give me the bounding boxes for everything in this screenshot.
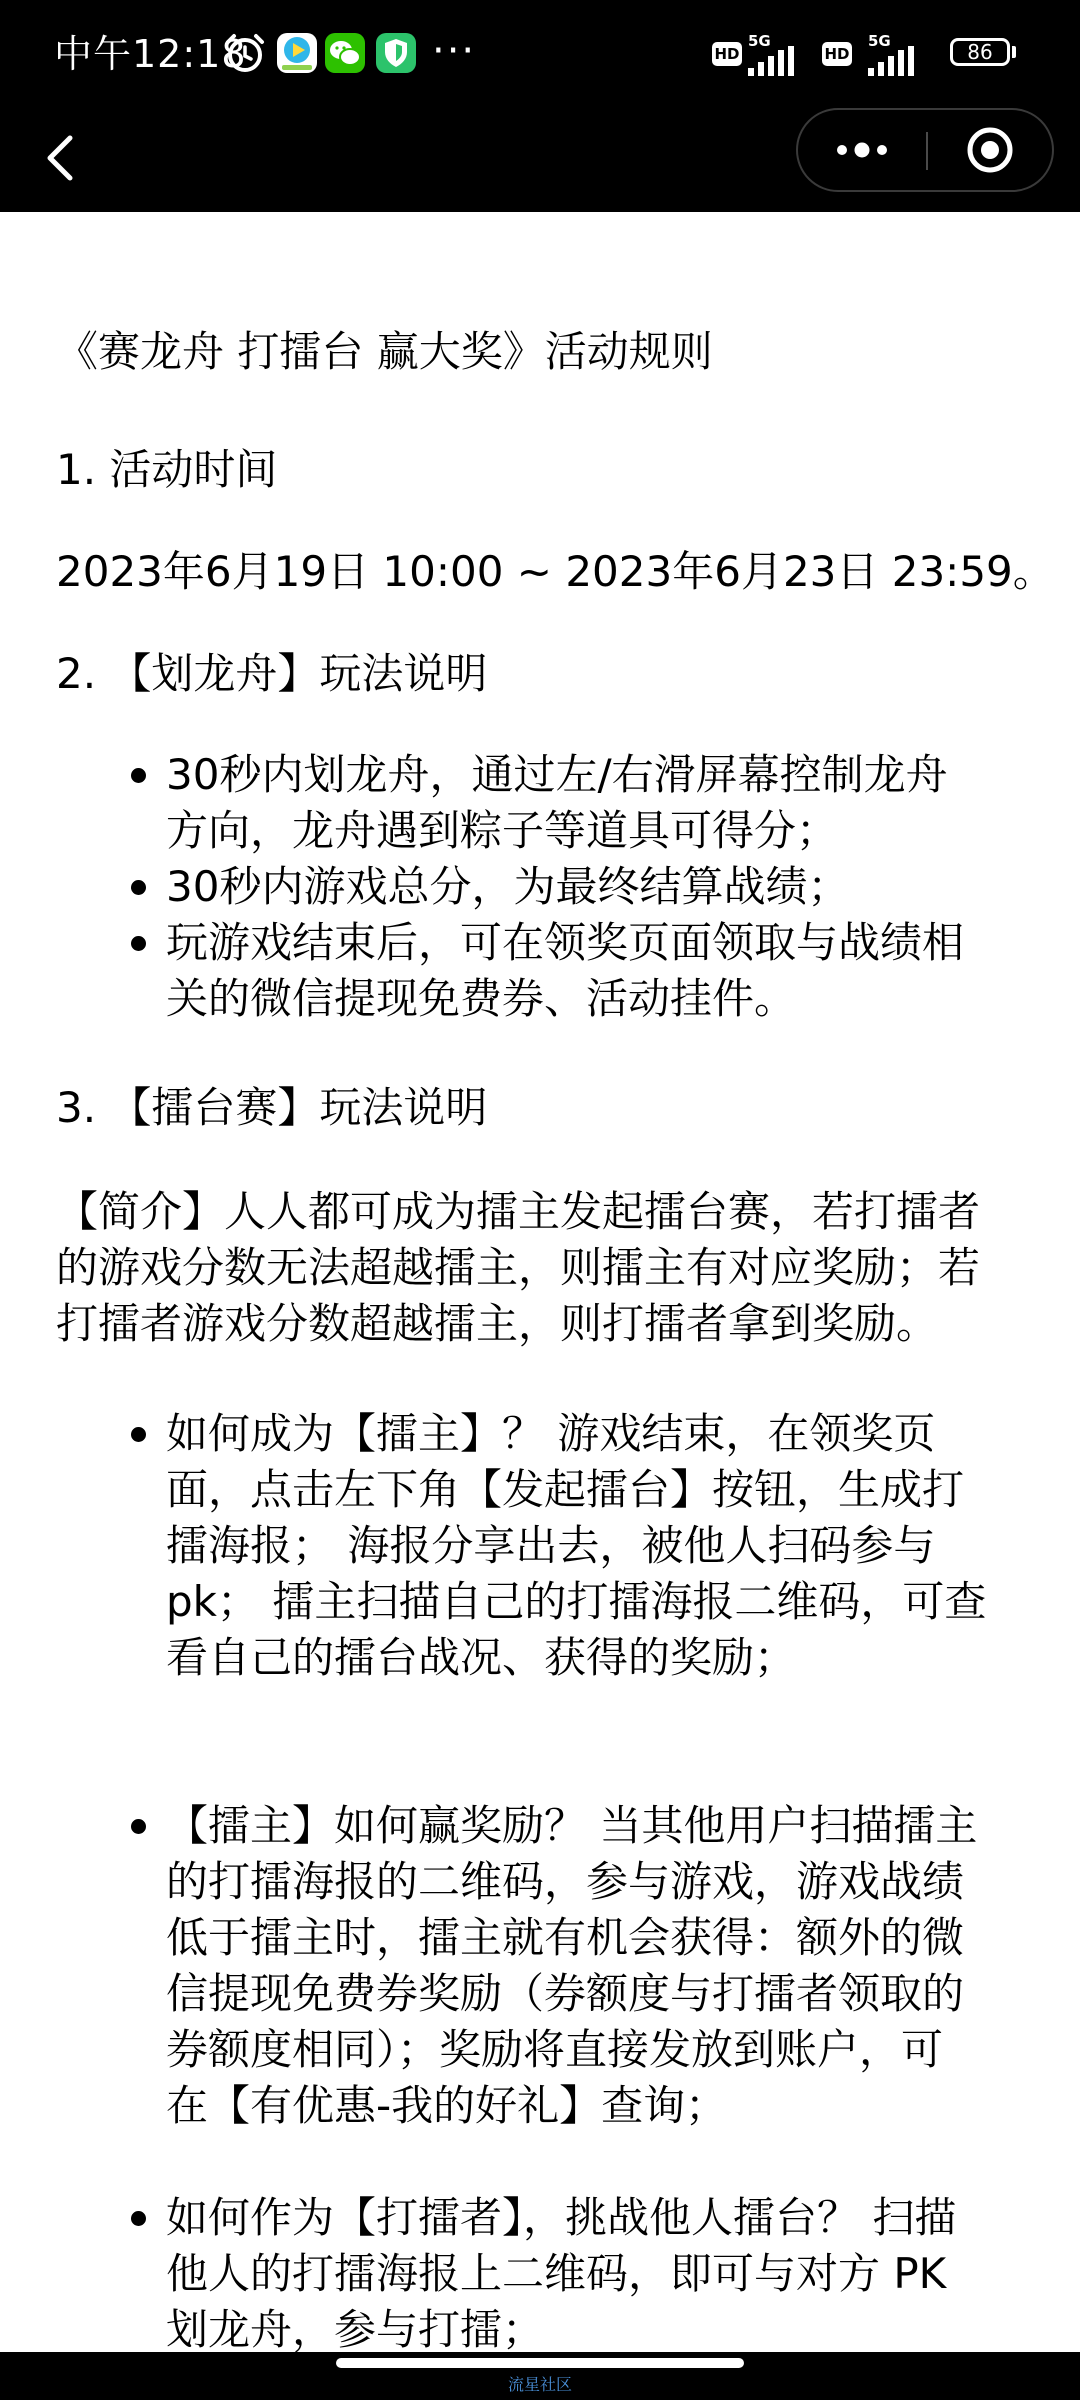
close-target-icon[interactable] [928,110,1052,190]
network-signal-1 [712,34,812,74]
activity-time: 2023年6月19日 10:00 ~ 2023年6月23日 23:59。 [56,547,1055,596]
list-item-text: 看自己的擂台战况、获得的奖励； [166,1633,797,1682]
status-time: 中午12:18 [54,32,247,76]
arena-rules-list-2 [56,1798,1026,2134]
article-title: 《赛龙舟 打擂台 赢大奖》活动规则 [56,327,713,376]
alarm-icon [222,30,268,76]
list-item-text: 擂海报； 海报分享出去，被他人扫码参与 [166,1521,936,1570]
hd-badge: HD [822,42,852,66]
list-item-text: 如何作为【打擂者】，挑战他人擂台？ 扫描 [166,2193,957,2242]
list-item [56,747,1026,859]
shield-app-icon [373,30,419,76]
hd-badge: HD [712,42,742,66]
list-item [56,915,1026,1027]
list-item-text: 30秒内游戏总分，为最终结算战绩； [166,862,850,911]
more-dots-icon[interactable] [798,110,926,190]
home-indicator[interactable] [336,2358,744,2368]
section-heading-dragon-boat: 2. 【划龙舟】玩法说明 [56,649,488,698]
network-signal-2 [822,34,932,74]
signal-bars-icon [868,46,924,76]
dragon-boat-rules-list [56,747,1026,1027]
bottom-bar [0,2352,1080,2400]
section-heading-time: 1. 活动时间 [56,445,278,494]
list-item-text: 在【有优惠-我的好礼】查询； [166,2081,728,2130]
list-item-text: 低于擂主时，擂主就有机会获得：额外的微 [166,1913,965,1962]
bullet-dot [131,768,146,783]
list-item-text: 的打擂海报的二维码，参与游戏，游戏战绩 [166,1857,965,1906]
list-item [56,859,1026,915]
list-item-text: 券额度相同）；奖励将直接发放到账户，可 [166,2025,944,2074]
bullet-dot [131,1427,146,1442]
battery-indicator: 86 [950,38,1010,66]
more-notifications-icon: ··· [432,28,477,74]
intro-line: 打擂者游戏分数超越擂主，则打擂者拿到奖励。 [56,1299,939,1348]
intro-line: 的游戏分数无法超越擂主，则擂主有对应奖励；若 [56,1243,981,1292]
section-heading-arena: 3. 【擂台赛】玩法说明 [56,1083,488,1132]
arena-intro [56,1184,1026,1352]
list-item-text: 方向，龙舟遇到粽子等道具可得分； [166,806,839,855]
list-item-text: 信提现免费券奖励（券额度与打擂者领取的 [166,1969,965,2018]
bullet-dot [131,2211,146,2226]
status-bar [0,0,1080,108]
list-item [56,1406,1026,1686]
list-item-text: 玩游戏结束后，可在领奖页面领取与战绩相 [166,918,965,967]
bullet-dot [131,1819,146,1834]
watermark-text: 流星社区 [507,2375,572,2394]
list-item-text: 划龙舟，参与打擂； [166,2305,545,2352]
list-item-text: 他人的打擂海报上二维码，即可与对方 PK [166,2249,947,2298]
wechat-icon [322,30,368,76]
nav-bar [0,108,1080,212]
list-item-text: 【擂主】如何赢奖励？ 当其他用户扫描擂主 [166,1801,978,1850]
signal-bars-icon [748,46,804,76]
arena-rules-list [56,1406,1026,1686]
back-arrow-icon[interactable] [30,118,90,198]
network-type-label: 5G [868,32,891,50]
bullet-dot [131,880,146,895]
list-item-text: 面，点击左下角【发起擂台】按钮，生成打 [166,1465,965,1514]
battery-tip [1012,46,1016,58]
list-item-text: pk； 擂主扫描自己的打擂海报二维码，可查 [166,1577,987,1626]
video-app-icon [274,30,320,76]
list-item [56,2190,1026,2352]
rules-article [0,212,1080,2352]
list-item [56,1798,1026,2134]
capsule-menu [796,108,1054,192]
list-item-text: 关的微信提现免费券、活动挂件。 [166,974,797,1023]
list-item-text: 如何成为【擂主】？ 游戏结束，在领奖页 [166,1409,936,1458]
network-type-label: 5G [748,32,771,50]
list-item-text: 30秒内划龙舟，通过左/右滑屏幕控制龙舟 [166,750,948,799]
intro-line: 【简介】人人都可成为擂主发起擂台赛，若打擂者 [56,1187,981,1236]
bullet-dot [131,936,146,951]
arena-rules-list-3 [56,2190,1026,2352]
